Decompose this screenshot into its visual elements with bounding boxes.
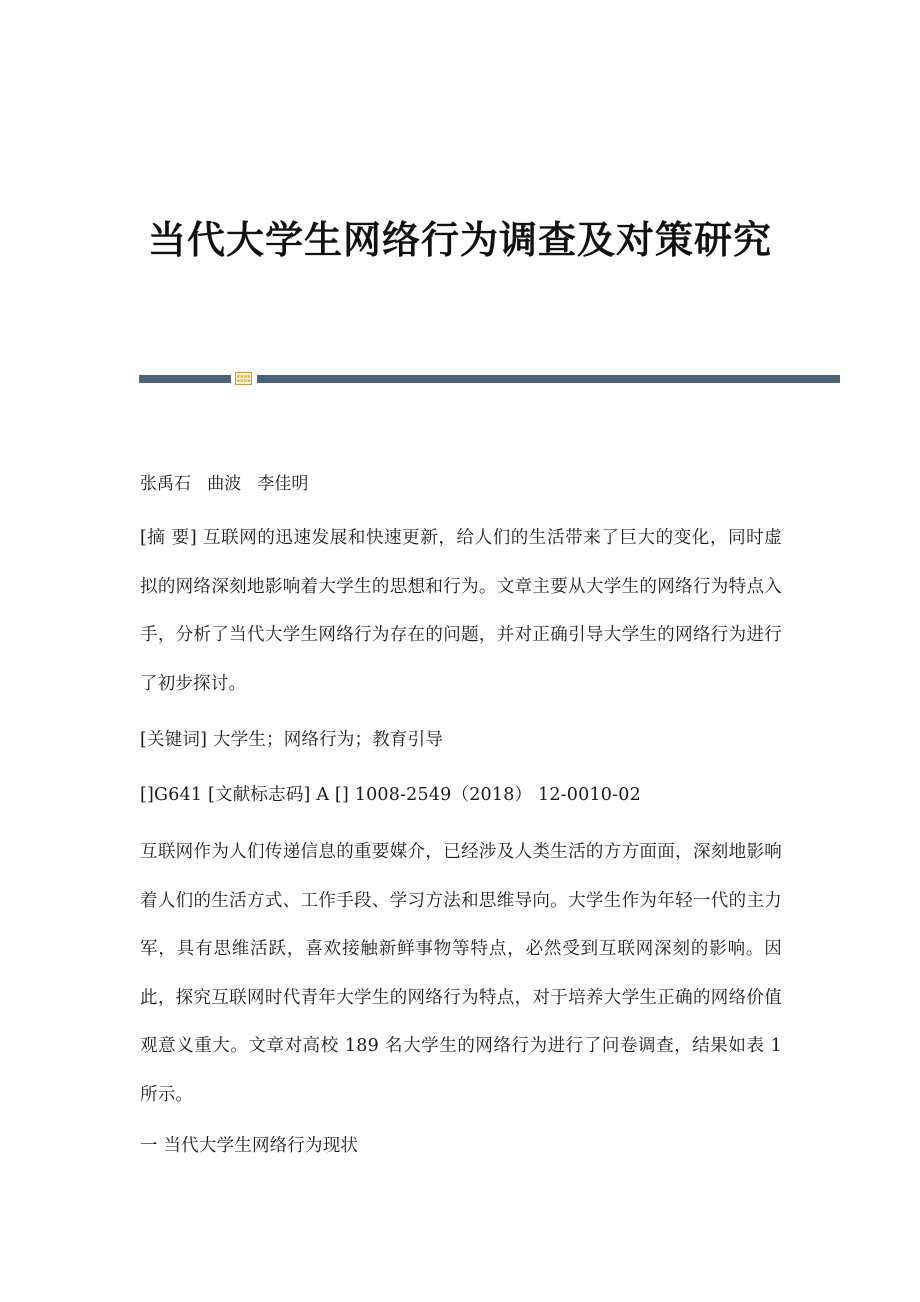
title-divider-left [139, 375, 231, 383]
intro-paragraph: 互联网作为人们传递信息的重要媒介，已经涉及人类生活的方方面面，深刻地影响着人们的生活方式、工作手段、学习方法和思维导向。大学生作为年轻一代的主力军，具有思维活跃，喜欢接触新鲜事物等特点，必然受到互联网深刻的影响。因此，探究互联网时代青年大学生的网络行为特点，对于培养大学生正确的网络价值观意义重大。文章对高校 189 名大学生的网络行为进行了问卷调查，结果如表 1 所示。 [140, 842, 782, 1105]
title-divider-right [257, 375, 840, 383]
author-list: 张禹石 曲波 李佳明 [140, 474, 309, 494]
divider-ornament-icon [235, 372, 252, 385]
abstract-paragraph: [摘 要] 互联网的迅速发展和快速更新，给人们的生活带来了巨大的变化，同时虚拟的网络深刻地影响着大学生的思想和行为。文章主要从大学生的网络行为特点入手，分析了当代大学生网络行为存在的问题，并对正确引导大学生的网络行为进行了初步探讨。 [140, 528, 782, 694]
section-heading: 一 当代大学生网络行为现状 [140, 1136, 359, 1156]
document-title: 当代大学生网络行为调查及对策研究 [147, 217, 772, 262]
classification-line: []G641 [文献标志码] A [] 1008-2549（2018） 12-0010-02 [140, 785, 641, 805]
keywords-line: [关键词] 大学生；网络行为；教育引导 [140, 730, 444, 750]
